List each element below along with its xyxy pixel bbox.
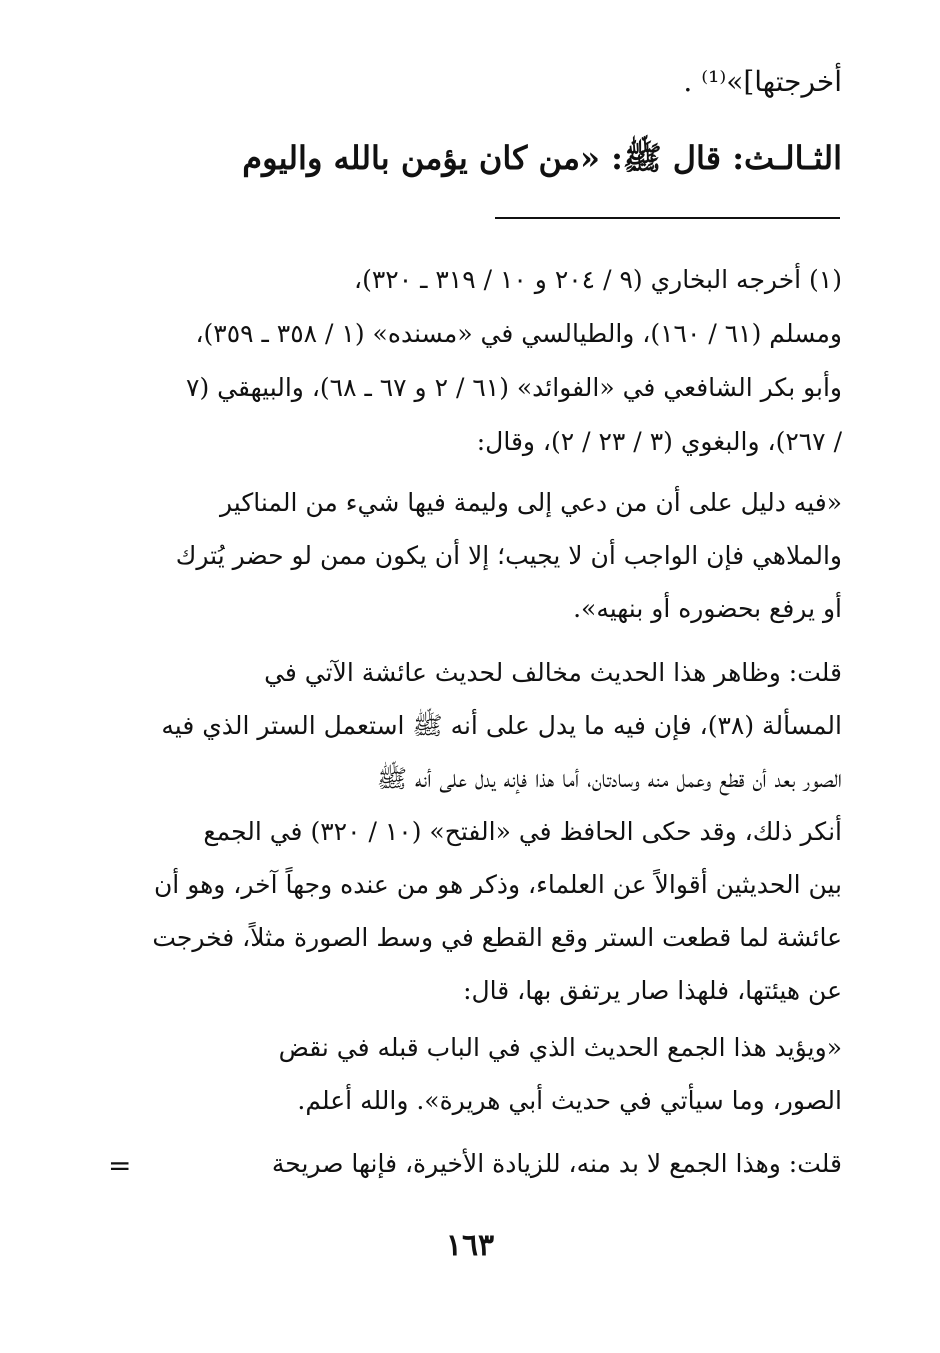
footnote-line-3: وأبو بكر الشافعي في «الفوائد» (٦١ / ٢ و ٦٧ ـ ٦٨)، والبيهقي (٧ xyxy=(186,373,842,402)
footnote-comment-line-4: أنكر ذلك، وقد حكى الحافظ في «الفتح» (١٠ / ٣٢٠) في الجمع xyxy=(203,817,842,846)
footnote-comment-line-2: المسألة (٣٨)، فإن فيه ما يدل على أنه ﷺ استعمل الستر الذي فيه xyxy=(161,711,842,740)
footnote-comment-line-3: الصور بعد أن قطع وعمل منه وسادتان، أما هذا فإنه يدل على أنه ﷺ xyxy=(376,764,842,793)
main-text-line-1: أخرجتها]»⁽¹⁾ . xyxy=(683,65,842,98)
footnote-final-line: قلت: وهذا الجمع لا بد منه، للزيادة الأخيرة، فإنها صريحة xyxy=(271,1149,842,1178)
footnote-comment-line-1: قلت: وظاهر هذا الحديث مخالف لحديث عائشة الآتي في xyxy=(264,658,842,687)
footnote-line-4: / ٢٦٧)، والبغوي (٣ / ٢٣ / ٢)، وقال: xyxy=(476,427,842,456)
section-heading-third: الثـالـث: قال ﷺ: «من كان يؤمن بالله واليوم xyxy=(242,139,842,177)
footnote-quote-line-2: والملاهي فإن الواجب أن لا يجيب؛ إلا أن يكون ممن لو حضر يُترك xyxy=(175,541,842,570)
footnote-quote2-line-2: الصور، وما سيأتي في حديث أبي هريرة». والله أعلم. xyxy=(297,1086,842,1115)
footnote-quote-line-1: «فيه دليل على أن من دعي إلى وليمة فيها شيء من المناكير xyxy=(220,488,842,517)
footnote-line-1: (١) أخرجه البخاري (٩ / ٢٠٤ و ١٠ / ٣١٩ ـ ٣٢٠)، xyxy=(354,265,842,294)
footnote-quote2-line-1: «ويؤيد هذا الجمع الحديث الذي في الباب قبله في نقض xyxy=(278,1033,842,1062)
footnote-comment-line-6: عائشة لما قطعت الستر وقع القطع في وسط الصورة مثلاً، فخرجت xyxy=(152,923,842,952)
continuation-mark: = xyxy=(108,1149,132,1182)
footnote-comment-line-7: عن هيئتها، فلهذا صار يرتفق بها، قال: xyxy=(463,976,842,1005)
page-number: ١٦٣ xyxy=(445,1228,495,1263)
footnote-comment-line-5: بين الحديثين أقوالاً عن العلماء، وذكر هو من عنده وجهاً آخر، وهو أن xyxy=(153,870,842,899)
footnote-line-2: ومسلم (٦١ / ١٦٠)، والطيالسي في «مسنده» (١ / ٣٥٨ ـ ٣٥٩)، xyxy=(195,319,842,348)
footnote-quote-line-3: أو يرفع بحضوره أو بنهيه». xyxy=(573,594,842,623)
footnote-separator xyxy=(495,217,840,219)
